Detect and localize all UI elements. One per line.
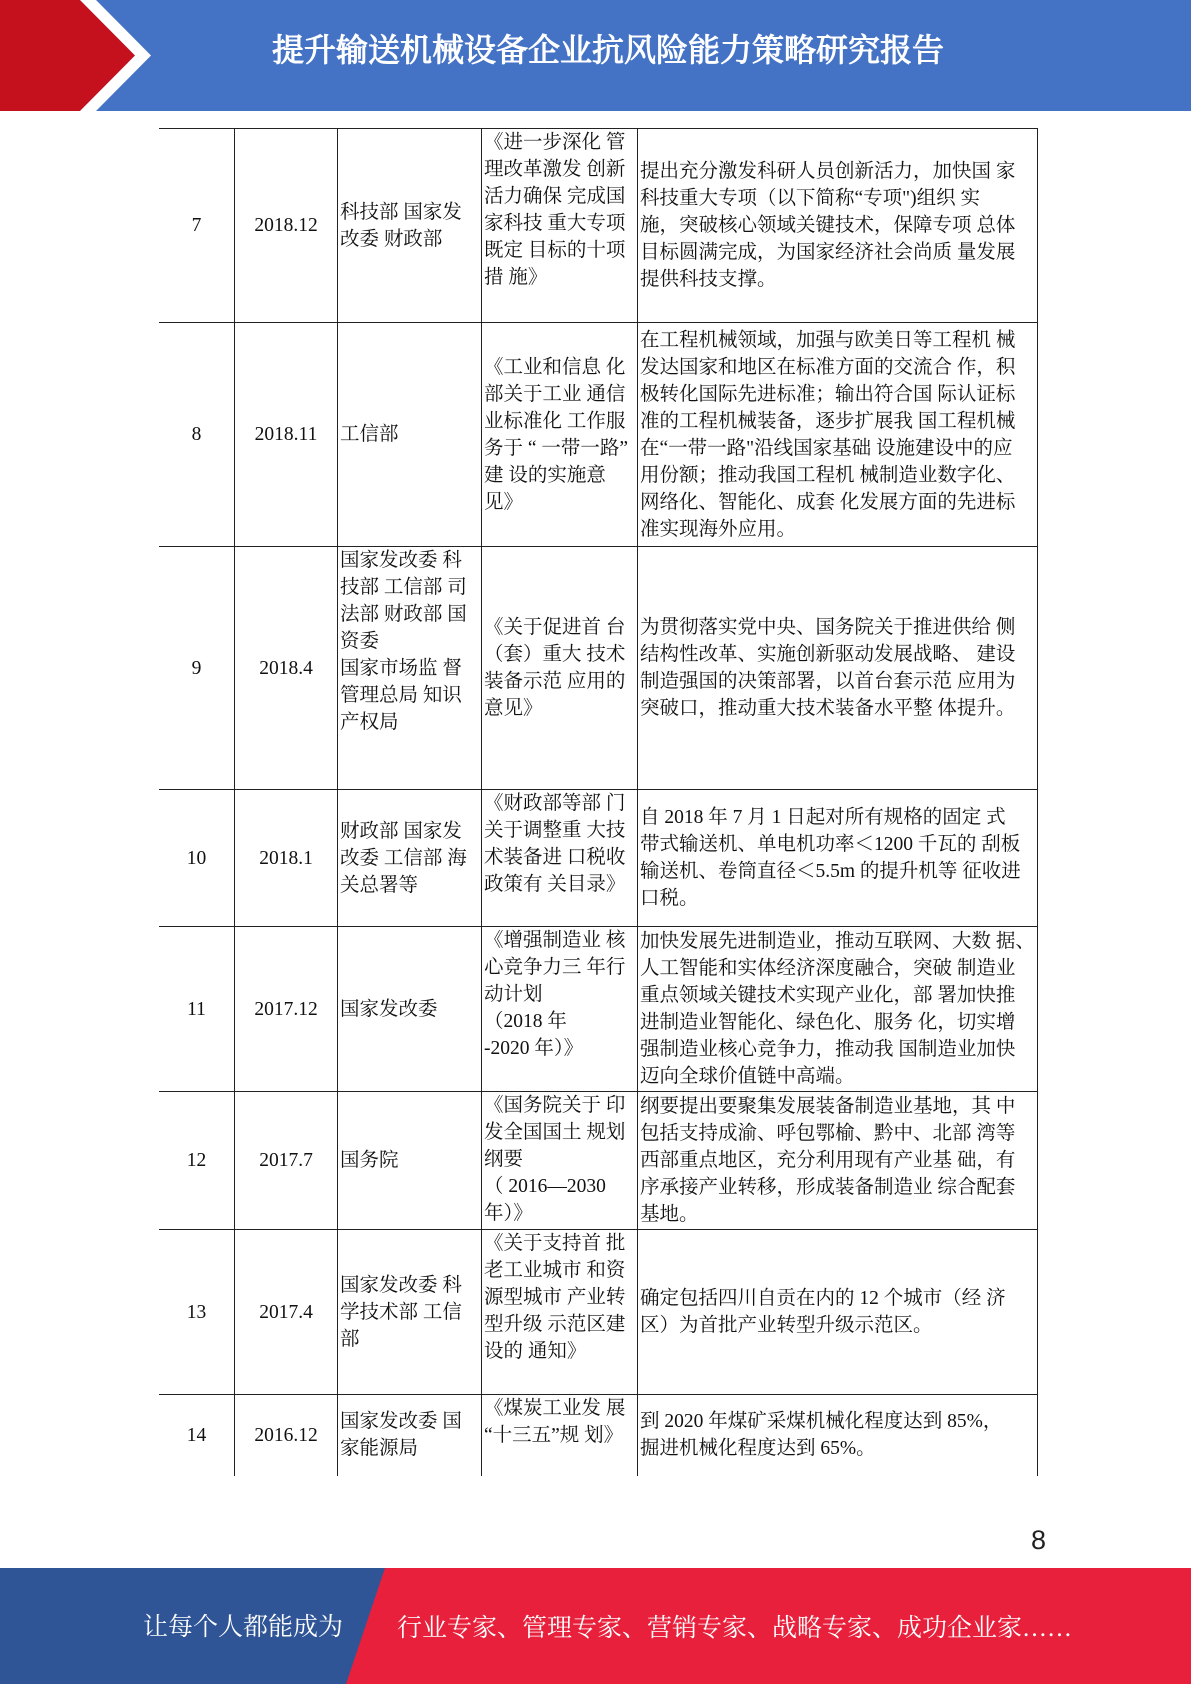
content-cell: 在工程机械领域，加强与欧美日等工程机 械 发达国家和地区在标准方面的交流合 作，积 极转化国际先进标准；输出符合国 际认证标 准的工程机械装备，逐步扩展我 国工程机械 在“一带一路"沿线国家基础 设施建设中的应 用份额；推动我国工程机 械制造业数字化、 网络化、智能化、成套 化发展方面的先进标 准实现海外应用。 (638, 323, 1038, 547)
date-cell: 2016.12 (235, 1395, 338, 1476)
date-cell: 2017.12 (235, 927, 338, 1092)
content-cell: 提出充分激发科研人员创新活力，加快国 家 科技重大专项（以下简称“专项")组织 实 施，突破核心领域关键技术，保障专项 总体 目标圆满完成，为国家经济社会尚质 量发展 提供科技支撑。 (638, 129, 1038, 323)
document-title-cell: 《煤炭工业发 展 “十三五”规 划》 (482, 1395, 638, 1476)
report-title: 提升输送机械设备企业抗风险能力策略研究报告 (272, 32, 945, 68)
content-cell: 确定包括四川自贡在内的 12 个城市（经 济 区）为首批产业转型升级示范区。 (638, 1230, 1038, 1395)
date-cell: 2018.11 (235, 323, 338, 547)
row-number-cell: 13 (159, 1230, 235, 1395)
content-cell: 加快发展先进制造业，推动互联网、大数 据、 人工智能和实体经济深度融合，突破 制造业 重点领域关键技术实现产业化，部 署加快推 进制造业智能化、绿色化、服务 化，切实增 强制造业核心竞争力，推动我 国制造业加快 迈向全球价值链中高端。 (638, 927, 1038, 1092)
row-number-cell: 9 (159, 547, 235, 790)
department-cell: 科技部 国家发 改委 财政部 (338, 129, 482, 323)
header-red-chevron (0, 0, 135, 111)
page-number: 8 (1031, 1525, 1047, 1555)
department-cell: 国家发改委 国 家能源局 (338, 1395, 482, 1476)
document-title-cell: 《工业和信息 化 部关于工业 通信 业标准化 工作服 务于 “ 一带一路” 建 设的实施意 见》 (482, 323, 638, 547)
department-cell: 国家发改委 (338, 927, 482, 1092)
department-cell: 工信部 (338, 323, 482, 547)
department-cell: 国家发改委 科 技部 工信部 司 法部 财政部 国 资委 国家市场监 督 管理总局 知识 产权局 (338, 547, 482, 790)
department-cell: 财政部 国家发 改委 工信部 海 关总署等 (338, 790, 482, 927)
document-title-cell: 《财政部等部 门 关于调整重 大技 术装备进 口税收 政策有 关目录》 (482, 790, 638, 927)
date-cell: 2018.12 (235, 129, 338, 323)
content-cell: 为贯彻落实党中央、国务院关于推进供给 侧 结构性改革、实施创新驱动发展战略、 建设 制造强国的决策部署，以首台套示范 应用为 突破口，推动重大技术装备水平整 体提升。 (638, 547, 1038, 790)
footer-slogan-left: 让每个人都能成为 (143, 1614, 344, 1641)
date-cell: 2018.4 (235, 547, 338, 790)
document-title-cell: 《国务院关于 印 发全国国土 规划 纲要 （ 2016—2030 年）》 (482, 1092, 638, 1230)
table-row (159, 547, 1038, 790)
content-cell: 到 2020 年煤矿采煤机械化程度达到 85%， 掘进机械化程度达到 65%。 (638, 1395, 1038, 1476)
table-row (159, 129, 1038, 323)
date-cell: 2017.7 (235, 1092, 338, 1230)
header-chevron-decoration (0, 0, 170, 111)
content-cell: 自 2018 年 7 月 1 日起对所有规格的固定 式 带式输送机、单电机功率＜1200 千瓦的 刮板 输送机、卷筒直径＜5.5m 的提升机等 征收进 口税。 (638, 790, 1038, 927)
footer-band (0, 1568, 1191, 1684)
row-number-cell: 10 (159, 790, 235, 927)
date-cell: 2018.1 (235, 790, 338, 927)
department-cell: 国家发改委 科 学技术部 工信 部 (338, 1230, 482, 1395)
row-number-cell: 7 (159, 129, 235, 323)
table-row (159, 323, 1038, 547)
table-row (159, 927, 1038, 1092)
document-title-cell: 《关于支持首 批 老工业城市 和资 源型城市 产业转 型升级 示范区建 设的 通知》 (482, 1230, 638, 1395)
date-cell: 2017.4 (235, 1230, 338, 1395)
table-row (159, 790, 1038, 927)
row-number-cell: 14 (159, 1395, 235, 1476)
footer-slogan-right: 行业专家、管理专家、营销专家、战略专家、成功企业家…… (397, 1615, 1073, 1642)
document-title-cell: 《增强制造业 核 心竞争力三 年行 动计划 （2018 年 -2020 年）》 (482, 927, 638, 1092)
table-row (159, 1092, 1038, 1230)
department-cell: 国务院 (338, 1092, 482, 1230)
policy-table (159, 128, 1038, 1476)
row-number-cell: 8 (159, 323, 235, 547)
table-body (159, 129, 1038, 1476)
content-cell: 纲要提出要聚集发展装备制造业基地，其 中 包括支持成渝、呼包鄂榆、黔中、北部 湾等 西部重点地区，充分利用现有产业基 础，有 序承接产业转移，形成装备制造业 综合配套 基地。 (638, 1092, 1038, 1230)
row-number-cell: 12 (159, 1092, 235, 1230)
table-row (159, 1230, 1038, 1395)
header-band (0, 0, 1191, 111)
row-number-cell: 11 (159, 927, 235, 1092)
document-title-cell: 《关于促进首 台 （套）重大 技术 装备示范 应用的 意见》 (482, 547, 638, 790)
document-title-cell: 《进一步深化 管 理改革激发 创新 活力确保 完成国 家科技 重大专项 既定 目标的十项 措 施》 (482, 129, 638, 323)
table-row (159, 1395, 1038, 1476)
